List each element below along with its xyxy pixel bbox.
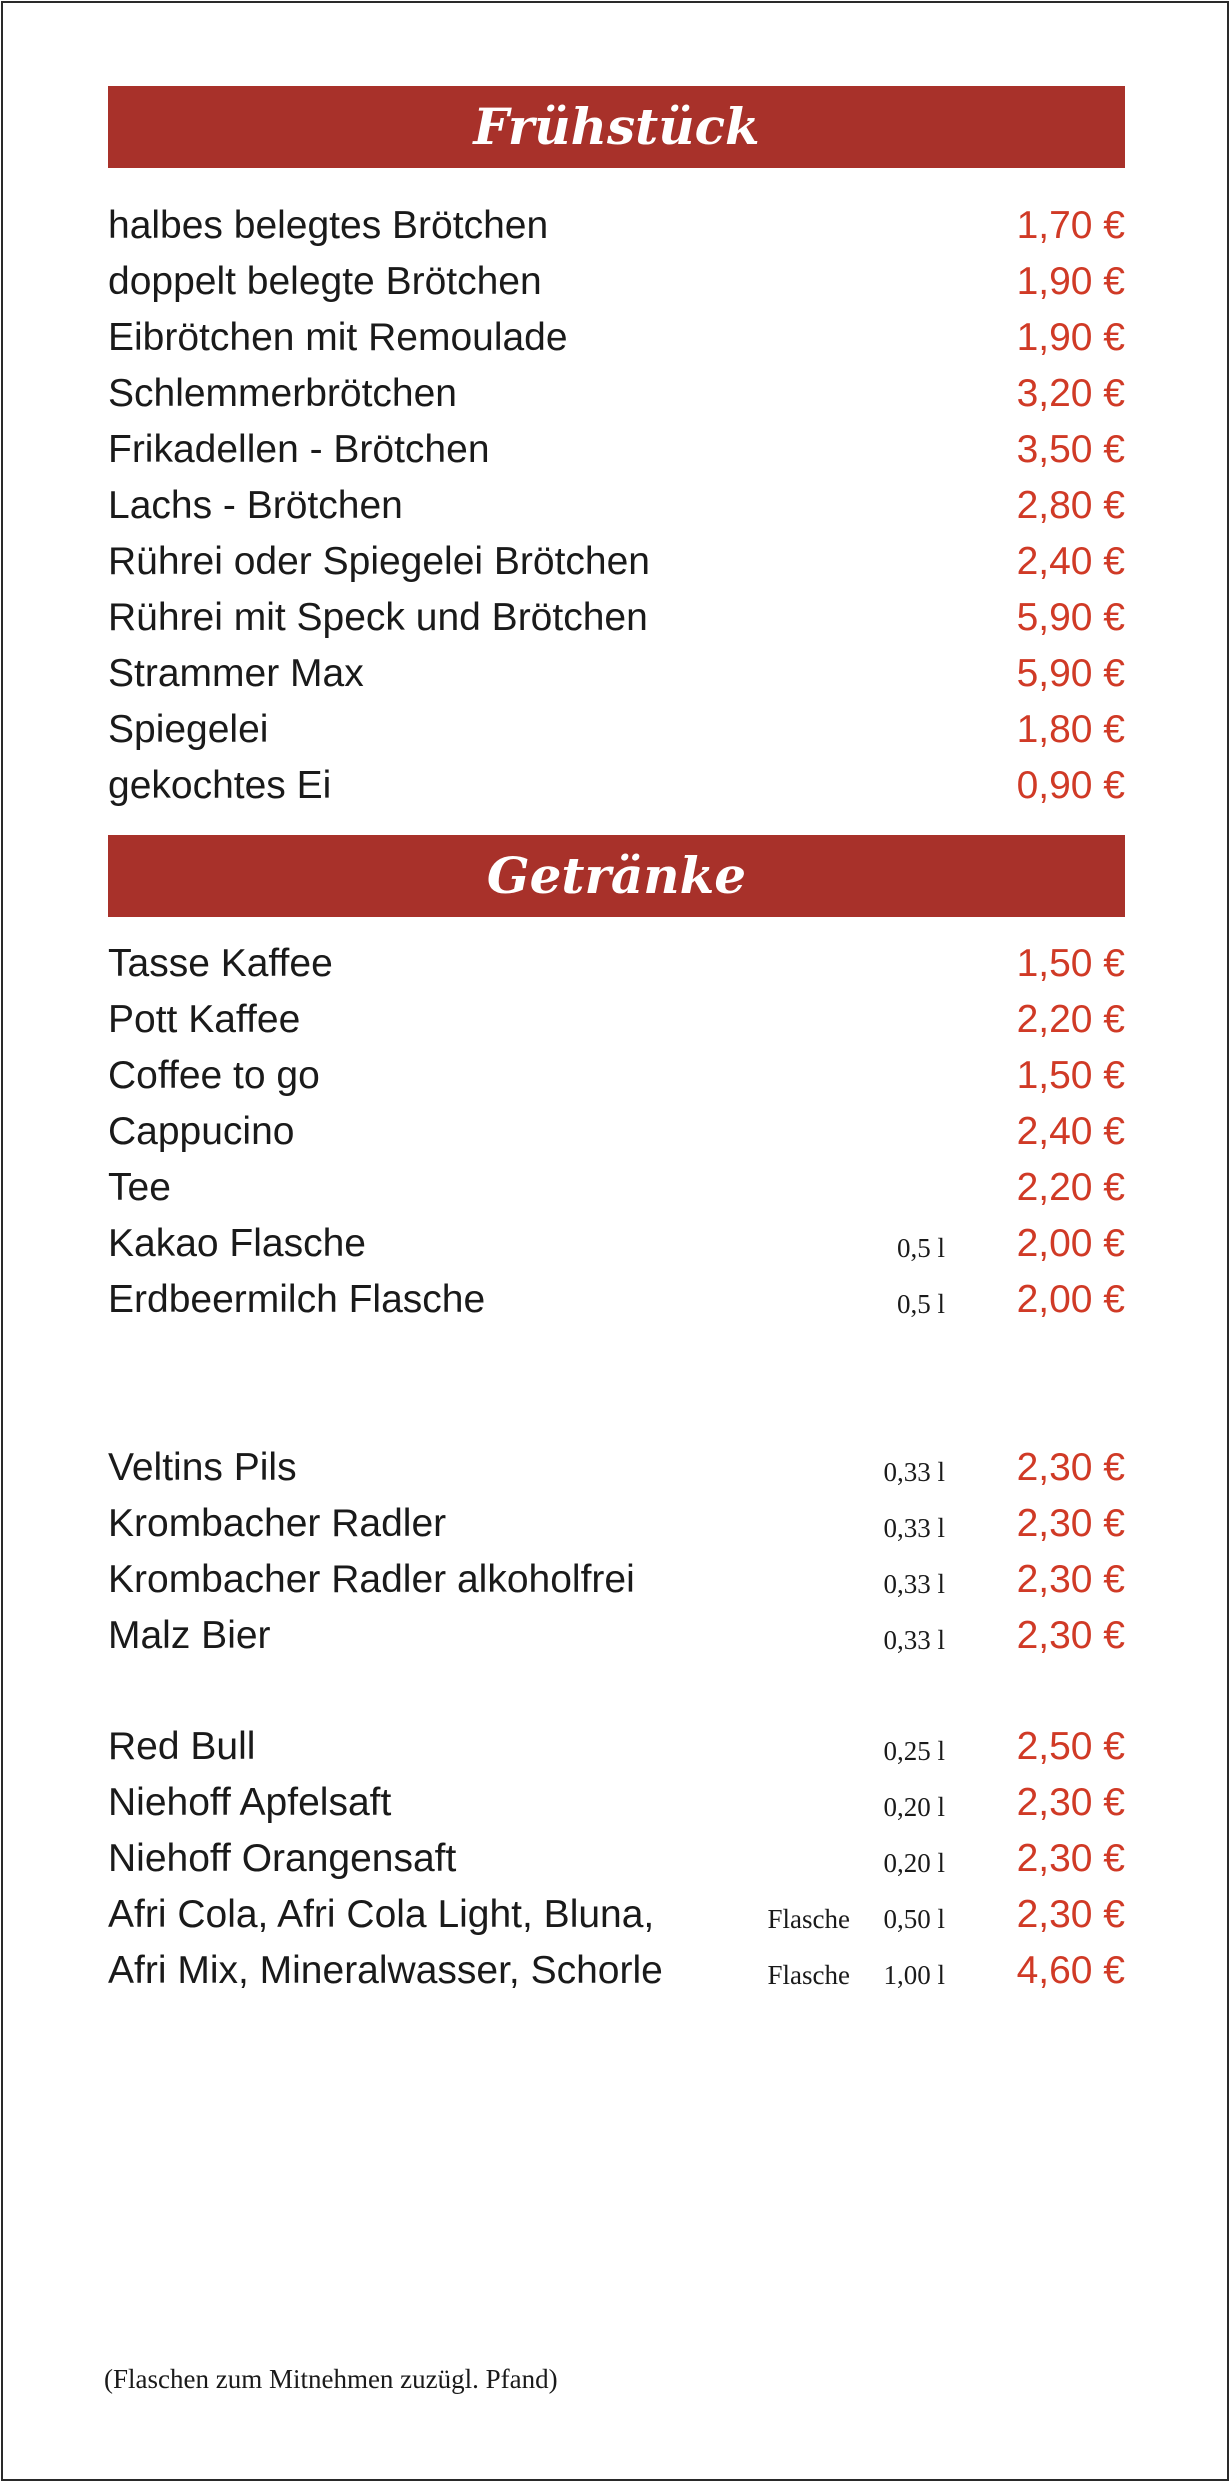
- menu-item: [108, 422, 1125, 478]
- menu-item: [108, 992, 1125, 1048]
- item-price: 1,70 €: [1016, 204, 1125, 247]
- item-price: 2,80 €: [1016, 484, 1125, 527]
- item-name: Tasse Kaffee: [108, 942, 333, 985]
- item-price: 2,30 €: [1016, 1614, 1125, 1657]
- item-name: Veltins Pils: [108, 1446, 297, 1489]
- menu-item: [108, 646, 1125, 702]
- item-name: Red Bull: [108, 1725, 256, 1768]
- item-price: 2,30 €: [1016, 1558, 1125, 1601]
- item-name: Frikadellen - Brötchen: [108, 428, 490, 471]
- item-name: Coffee to go: [108, 1054, 320, 1097]
- item-volume: 0,25 l: [883, 1736, 945, 1766]
- item-volume: 0,33 l: [883, 1625, 945, 1655]
- item-container: Flasche: [767, 1960, 850, 1990]
- item-name: Niehoff Orangensaft: [108, 1837, 457, 1880]
- menu-item: [108, 590, 1125, 646]
- item-price: 2,30 €: [1016, 1781, 1125, 1824]
- menu-item: [108, 758, 1125, 814]
- item-price: 1,50 €: [1016, 942, 1125, 985]
- item-volume: 0,33 l: [883, 1513, 945, 1543]
- item-name: Afri Cola, Afri Cola Light, Bluna,: [108, 1893, 655, 1936]
- item-name: gekochtes Ei: [108, 764, 332, 807]
- item-price: 2,40 €: [1016, 1110, 1125, 1153]
- menu-item: [108, 1440, 1125, 1496]
- item-price: 2,20 €: [1016, 1166, 1125, 1209]
- item-price: 2,00 €: [1016, 1222, 1125, 1265]
- item-price: 4,60 €: [1016, 1949, 1125, 1992]
- menu-item: [108, 1887, 1125, 1943]
- item-name: doppelt belegte Brötchen: [108, 260, 542, 303]
- menu-item: [108, 1608, 1125, 1664]
- item-name: Eibrötchen mit Remoulade: [108, 316, 568, 359]
- item-price: 2,40 €: [1016, 540, 1125, 583]
- item-price: 2,30 €: [1016, 1446, 1125, 1489]
- menu-item: [108, 1943, 1125, 1999]
- item-volume: 0,5 l: [896, 1233, 945, 1263]
- item-name: Kakao Flasche: [108, 1222, 366, 1265]
- item-name: Niehoff Apfelsaft: [108, 1781, 392, 1824]
- item-name: Erdbeermilch Flasche: [108, 1278, 486, 1321]
- item-name: Krombacher Radler alkoholfrei: [108, 1558, 635, 1601]
- item-price: 1,80 €: [1016, 708, 1125, 751]
- item-price: 3,20 €: [1016, 372, 1125, 415]
- menu-item: [108, 1831, 1125, 1887]
- item-name: Tee: [108, 1166, 171, 1209]
- menu-item: [108, 1552, 1125, 1608]
- item-name: Afri Mix, Mineralwasser, Schorle: [108, 1949, 663, 1992]
- item-price: 2,30 €: [1016, 1893, 1125, 1936]
- item-price: 2,50 €: [1016, 1725, 1125, 1768]
- item-price: 2,30 €: [1016, 1837, 1125, 1880]
- item-name: Krombacher Radler: [108, 1502, 447, 1545]
- item-volume: 0,33 l: [883, 1457, 945, 1487]
- section-header-getraenke: Getränke: [108, 835, 1125, 917]
- menu-item: [108, 1496, 1125, 1552]
- item-volume: 0,33 l: [883, 1569, 945, 1599]
- item-name: Schlemmerbrötchen: [108, 372, 457, 415]
- item-price: 1,90 €: [1016, 316, 1125, 359]
- menu-item: [108, 936, 1125, 992]
- item-name: Spiegelei: [108, 708, 269, 751]
- item-volume: 0,20 l: [883, 1792, 945, 1822]
- item-price: 2,20 €: [1016, 998, 1125, 1041]
- item-volume: 1,00 l: [883, 1960, 945, 1990]
- item-price: 2,00 €: [1016, 1278, 1125, 1321]
- item-volume: 0,5 l: [896, 1289, 945, 1319]
- item-price: 5,90 €: [1016, 652, 1125, 695]
- menu-item: [108, 1272, 1125, 1328]
- section-header-fruehstueck: Frühstück: [108, 86, 1125, 168]
- item-name: halbes belegtes Brötchen: [108, 204, 549, 247]
- item-price: 0,90 €: [1016, 764, 1125, 807]
- item-name: Strammer Max: [108, 652, 364, 695]
- menu-item: [108, 1048, 1125, 1104]
- item-price: 1,90 €: [1016, 260, 1125, 303]
- menu-item: [108, 1104, 1125, 1160]
- menu-item: [108, 1775, 1125, 1831]
- menu-item: [108, 702, 1125, 758]
- menu-item: [108, 254, 1125, 310]
- menu-item: [108, 534, 1125, 590]
- menu-item: [108, 1719, 1125, 1775]
- item-price: 3,50 €: [1016, 428, 1125, 471]
- menu-item: [108, 1216, 1125, 1272]
- item-name: Rührei oder Spiegelei Brötchen: [108, 540, 651, 583]
- item-name: Cappucino: [108, 1110, 295, 1153]
- item-name: Lachs - Brötchen: [108, 484, 403, 527]
- item-volume: 0,50 l: [883, 1904, 945, 1934]
- menu-item: [108, 310, 1125, 366]
- menu-item: [108, 1160, 1125, 1216]
- item-price: 2,30 €: [1016, 1502, 1125, 1545]
- menu-item: [108, 198, 1125, 254]
- item-container: Flasche: [767, 1904, 850, 1934]
- item-price: 5,90 €: [1016, 596, 1125, 639]
- menu-item: [108, 478, 1125, 534]
- item-name: Rührei mit Speck und Brötchen: [108, 596, 648, 639]
- item-name: Pott Kaffee: [108, 998, 301, 1041]
- item-volume: 0,20 l: [883, 1848, 945, 1878]
- deposit-footnote: (Flaschen zum Mitnehmen zuzügl. Pfand): [104, 2364, 558, 2394]
- item-price: 1,50 €: [1016, 1054, 1125, 1097]
- item-name: Malz Bier: [108, 1614, 271, 1657]
- menu-item: [108, 366, 1125, 422]
